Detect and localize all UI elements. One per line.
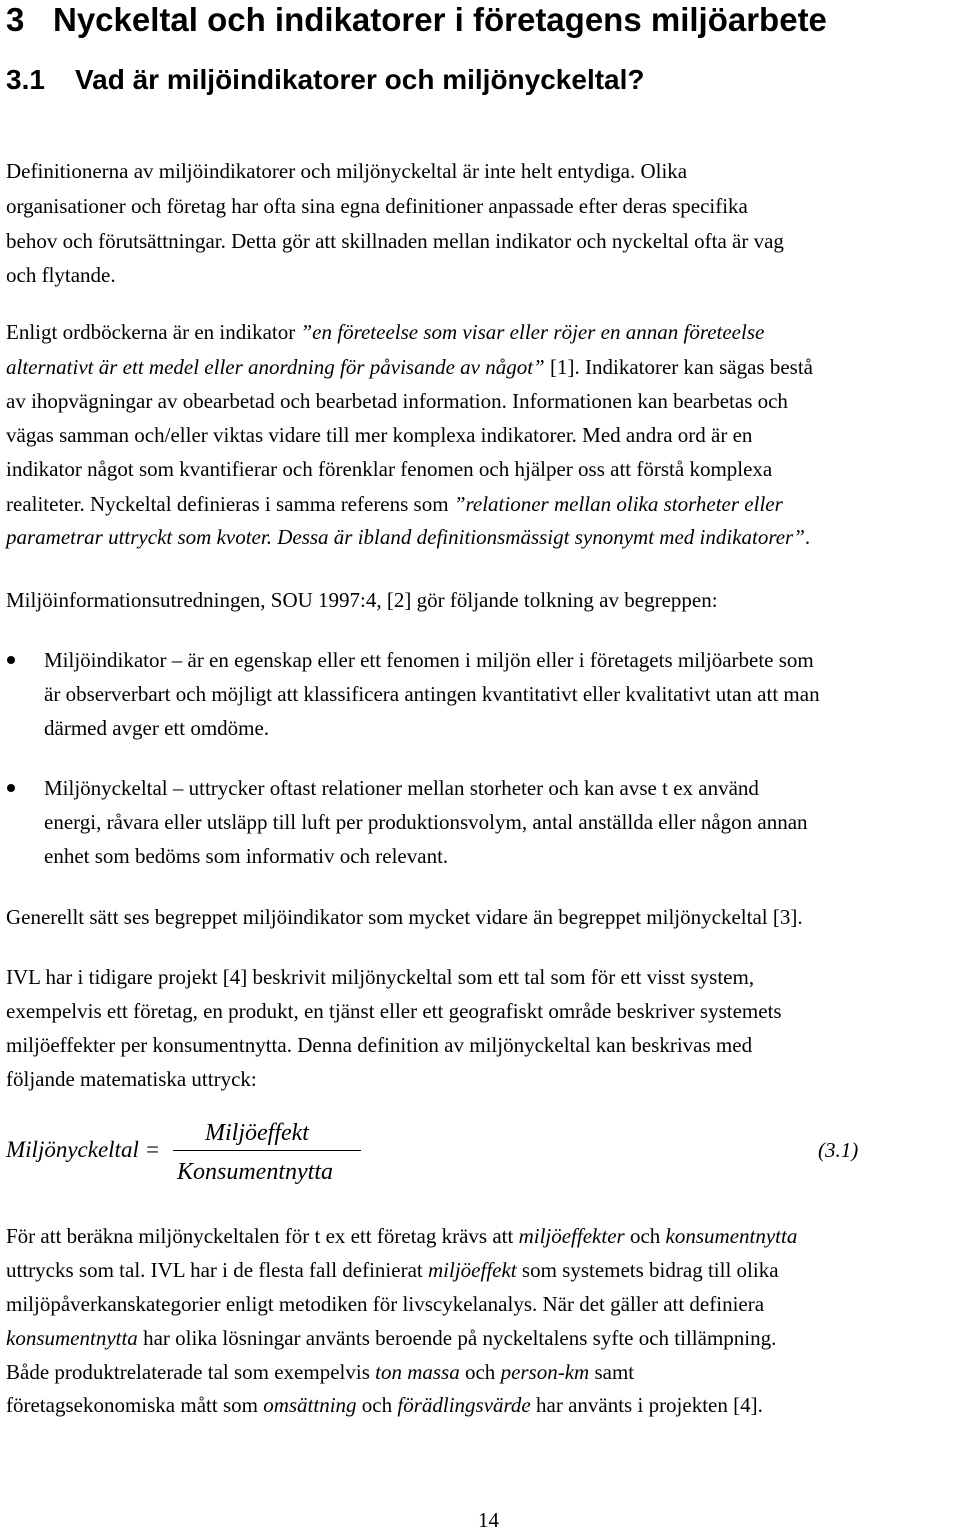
italic-term: person-km [500, 1360, 590, 1384]
italic-term: konsumentnytta [665, 1224, 798, 1248]
text-run: Enligt ordböckerna är en indikator [6, 320, 301, 344]
page-number: 14 [478, 1508, 499, 1532]
italic-term: miljöeffekter [518, 1224, 625, 1248]
bullet-line: Miljöindikator – är en egenskap eller ett fenomen i miljön eller i företagets miljöarbete som [44, 648, 814, 672]
text-run: har använts i projekten [4]. [530, 1393, 763, 1417]
section-title: Vad är miljöindikatorer och miljönyckeltal? [75, 64, 645, 95]
quote-run: alternativt är ett medel eller anordning för påvisande av något” [6, 355, 545, 379]
paragraph-line [6, 1223, 797, 1249]
equation-denominator: Konsumentnytta [177, 1159, 333, 1185]
text-run: och [459, 1360, 501, 1384]
paragraph-sou: Miljöinformationsutredningen, SOU 1997:4, [2] gör följande tolkning av begreppen: [6, 588, 718, 612]
fraction-bar [173, 1150, 361, 1151]
paragraph-line [6, 319, 764, 345]
text-run: som systemets bidrag till olika [516, 1258, 779, 1282]
paragraph-line: av ihopvägningar av obearbetad och bearbetad information. Informationen kan bearbetas och [6, 389, 788, 413]
paragraph-general: Generellt sätt ses begreppet miljöindikator som mycket vidare än begreppet miljönyckeltal [3]. [6, 905, 803, 929]
text-run: . [804, 525, 811, 549]
paragraph-line [6, 354, 813, 380]
bullet-icon [7, 784, 15, 792]
italic-term: miljöeffekt [428, 1258, 517, 1282]
text-run: har olika lösningar använts beroende på nyckeltalens syfte och tillämpning. [137, 1326, 777, 1350]
quote-run: ”en företeelse som visar eller röjer en annan företeelse [300, 320, 765, 344]
chapter-heading [6, 0, 827, 40]
quote-run: parametrar uttryckt som kvoter. Dessa är ibland definitionsmässigt synonymt med indikatorer” [6, 525, 805, 549]
paragraph-line: miljöpåverkanskategorier enligt metodiken för livscykelanalys. När det gäller att definiera [6, 1292, 765, 1316]
text-run: och [356, 1393, 398, 1417]
bullet-line: enhet som bedöms som informativ och relevant. [44, 844, 449, 868]
italic-term: förädlingsvärde [397, 1393, 531, 1417]
paragraph-line [6, 491, 783, 517]
paragraph-line [6, 1325, 776, 1351]
paragraph-line [6, 524, 810, 550]
paragraph-line: miljöeffekter per konsumentnytta. Denna definition av miljönyckeltal kan beskrivas med [6, 1033, 753, 1057]
paragraph-line [6, 1359, 634, 1385]
paragraph-line: och flytande. [6, 263, 116, 287]
text-run: företagsekonomiska mått som [6, 1393, 264, 1417]
italic-term: ton massa [375, 1360, 460, 1384]
section-number: 3.1 [6, 64, 45, 95]
paragraph-line [6, 1392, 763, 1418]
quote-run: ”relationer mellan olika storheter eller [453, 492, 783, 516]
chapter-title: Nyckeltal och indikatorer i företagens miljöarbete [53, 1, 827, 38]
paragraph-line: IVL har i tidigare projekt [4] beskrivit miljönyckeltal som ett tal som för ett visst system, [6, 965, 755, 989]
equation-lhs: Miljönyckeltal = [6, 1137, 161, 1162]
equation-numerator: Miljöeffekt [205, 1120, 309, 1146]
paragraph-line: indikator något som kvantifierar och förenklar fenomen och hjälper oss att förstå komplexa [6, 457, 773, 481]
bullet-line: Miljönyckeltal – uttrycker oftast relationer mellan storheter och kan avse t ex använd [44, 776, 759, 800]
section-heading [6, 62, 645, 98]
text-run: För att beräkna miljönyckeltalen för t ex ett företag krävs att [6, 1224, 519, 1248]
equation-label: (3.1) [818, 1138, 859, 1162]
paragraph-line: organisationer och företag har ofta sina egna definitioner anpassade efter deras specifika [6, 194, 748, 218]
text-run: realiteter. Nyckeltal definieras i samma referens som [6, 492, 454, 516]
paragraph-line [6, 1257, 779, 1283]
paragraph-line: Definitionerna av miljöindikatorer och miljönyckeltal är inte helt entydiga. Olika [6, 159, 688, 183]
text-run: samt [589, 1360, 635, 1384]
bullet-line: är observerbart och möjligt att klassificera antingen kvantitativt eller kvalitativt utan att man [44, 682, 820, 706]
bullet-line: därmed avger ett omdöme. [44, 716, 270, 740]
text-run: uttrycks som tal. IVL har i de flesta fall definierat [6, 1258, 428, 1282]
paragraph-line: behov och förutsättningar. Detta gör att skillnaden mellan indikator och nyckeltal ofta är vag [6, 229, 784, 253]
paragraph-line: vägas samman och/eller viktas vidare till mer komplexa indikatorer. Med andra ord är en [6, 423, 753, 447]
bullet-icon [7, 656, 15, 664]
text-run: och [624, 1224, 666, 1248]
paragraph-line: följande matematiska uttryck: [6, 1067, 257, 1091]
bullet-line: energi, råvara eller utsläpp till luft per produktionsvolym, antal anställda eller någon annan [44, 810, 808, 834]
italic-term: omsättning [263, 1393, 357, 1417]
text-run: Både produktrelaterade tal som exempelvis [6, 1360, 376, 1384]
chapter-number: 3 [6, 1, 25, 38]
paragraph-line: exempelvis ett företag, en produkt, en tjänst eller ett geografiskt område beskriver systemets [6, 999, 782, 1023]
italic-term: konsumentnytta [6, 1326, 138, 1350]
text-run: [1]. Indikatorer kan sägas bestå [544, 355, 813, 379]
